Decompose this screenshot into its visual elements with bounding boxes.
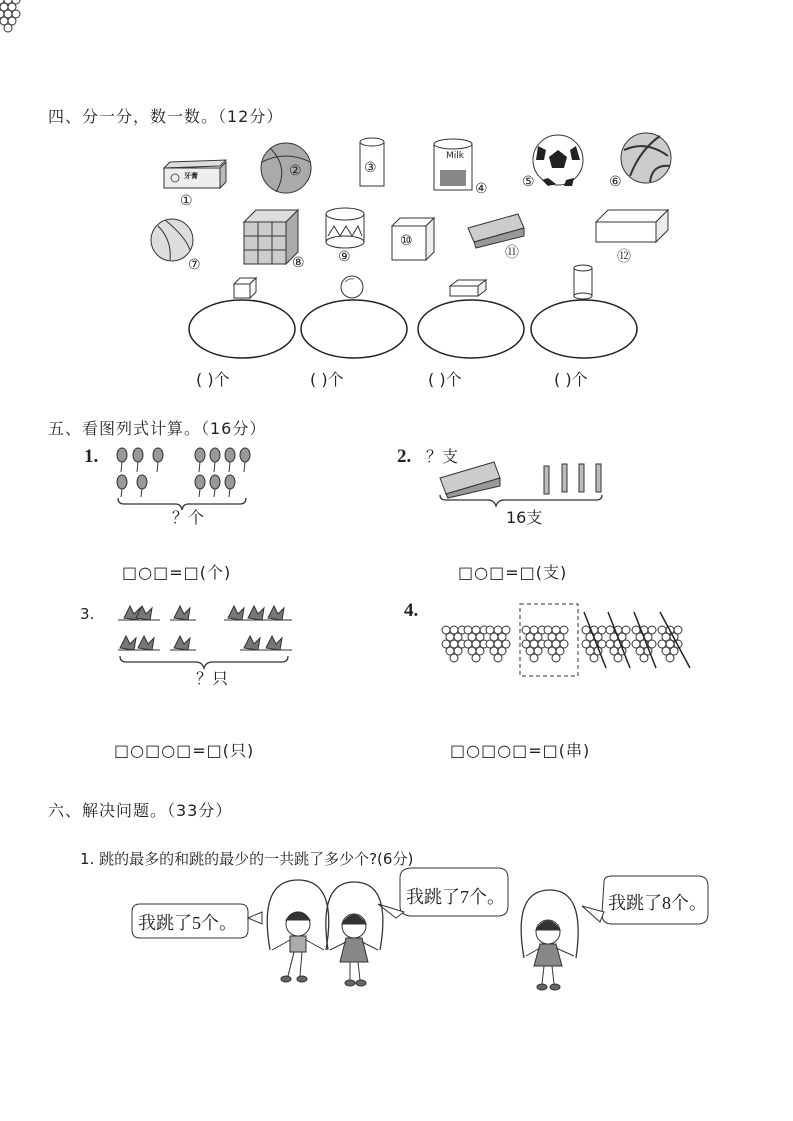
toothpaste-label: 牙膏	[184, 172, 198, 180]
child-jumping-icon	[330, 914, 378, 986]
question-label: ？支	[426, 447, 459, 466]
speech-bubble-text: 我跳了8个。	[608, 893, 707, 913]
item-number: ②	[289, 163, 302, 179]
item-number: ⑧	[292, 255, 305, 271]
question-1: 1. 跳的最多的和跳的最少的一共跳了多少个?(6分)	[80, 850, 414, 868]
section6-title: 六、解决问题。（33分）	[48, 801, 233, 820]
item-number: ①	[180, 193, 193, 209]
equation-blank[interactable]: □○□=□(支)	[458, 563, 568, 582]
question-label: ？个	[172, 508, 205, 527]
item-number: ⑫	[617, 249, 631, 265]
item-number: ③	[364, 160, 377, 176]
speech-bubble-text: 我跳了7个。	[406, 887, 505, 907]
section5-title: 五、看图列式计算。（16分）	[48, 419, 267, 438]
section4-title: 四、分一分，数一数。（12分）	[48, 107, 284, 126]
item-number: ⑥	[609, 174, 622, 190]
group-answer-blank[interactable]: ( )个	[554, 370, 588, 389]
group-answer-blank[interactable]: ( )个	[196, 370, 230, 389]
item-number: ⑤	[522, 174, 535, 190]
problem-number: 2.	[397, 446, 412, 467]
problem-number: 3.	[80, 605, 95, 623]
problem-number: 1.	[84, 446, 99, 467]
item-number: ⑦	[188, 257, 201, 273]
item-number: ⑨	[338, 249, 351, 265]
problem-number: 4.	[404, 600, 419, 621]
item-number: ④	[475, 181, 488, 197]
speech-bubble-text: 我跳了5个。	[138, 913, 237, 933]
item-number: ⑪	[505, 245, 519, 261]
item-number: ⑩	[400, 233, 413, 249]
group-answer-blank[interactable]: ( )个	[310, 370, 344, 389]
total-label: 16支	[506, 508, 543, 527]
child-jumping-icon	[272, 912, 324, 982]
child-jumping-icon	[526, 920, 574, 990]
equation-blank[interactable]: □○□=□(个)	[122, 563, 232, 582]
group-answer-blank[interactable]: ( )个	[428, 370, 462, 389]
milk-label: Milk	[446, 151, 464, 161]
equation-blank[interactable]: □○□○□=□(只)	[114, 741, 255, 760]
equation-blank[interactable]: □○□○□=□(串)	[450, 741, 591, 760]
question-label: ？只	[196, 669, 229, 688]
